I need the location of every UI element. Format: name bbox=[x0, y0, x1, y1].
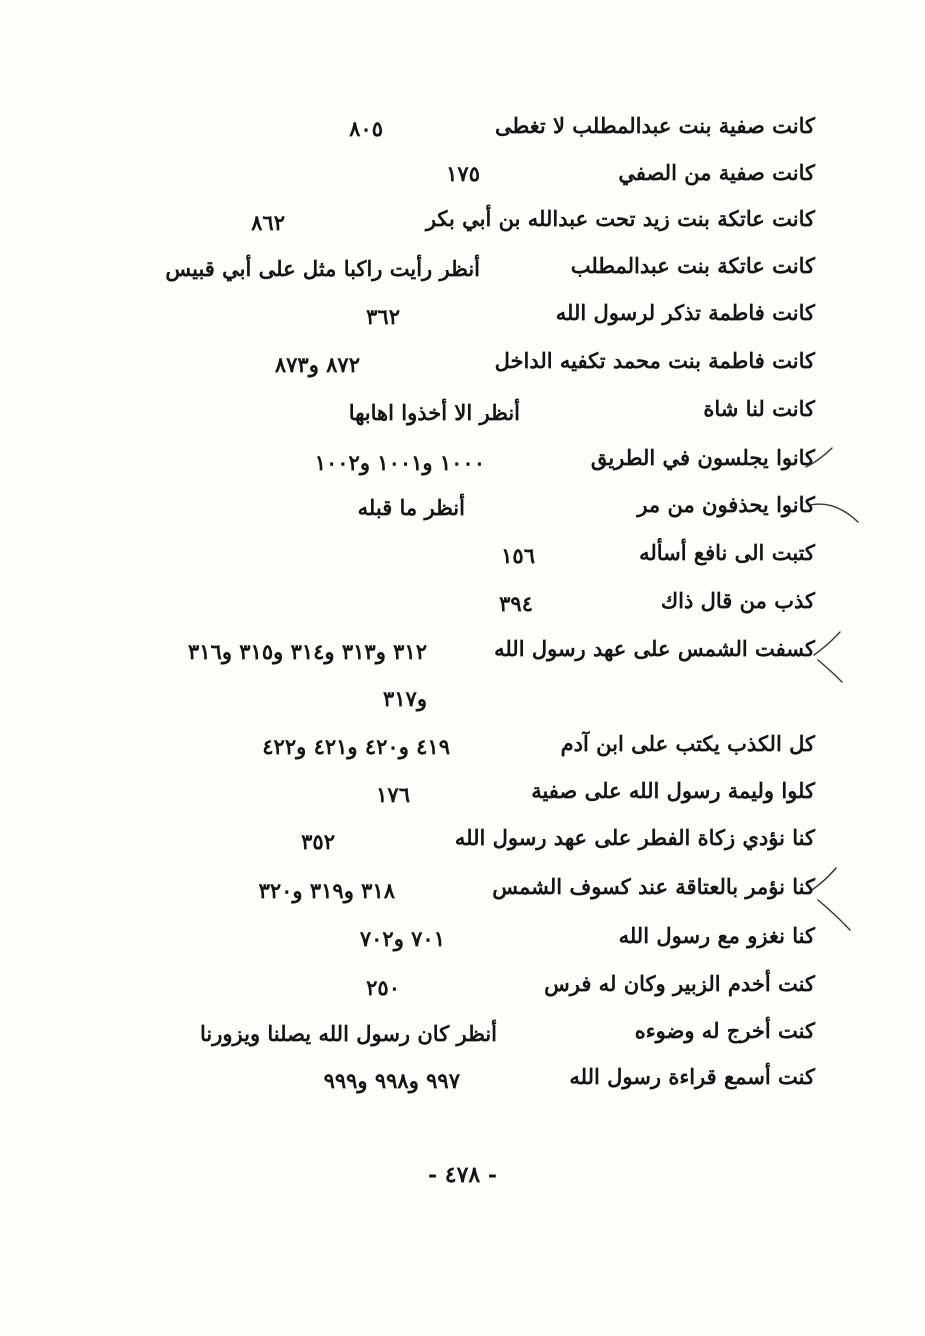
entry-reference: ٨٧٢ و٨٧٣ bbox=[274, 352, 360, 377]
entry-phrase: كنا نؤمر بالعتاقة عند كسوف الشمس bbox=[492, 874, 815, 899]
entry-reference: ١٠٠٠ و١٠٠١ و١٠٠٢ bbox=[314, 450, 485, 475]
entry-reference: ٨٠٥ bbox=[349, 116, 383, 141]
entry-reference: ٣٩٤ bbox=[499, 591, 533, 616]
entry-phrase: كنت أخرج له وضوءه bbox=[634, 1018, 815, 1043]
entry-reference: ١٥٦ bbox=[501, 543, 535, 568]
entry-reference: ٢٥٠ bbox=[366, 975, 400, 1000]
entry-phrase: كانت فاطمة تذكر لرسول الله bbox=[555, 300, 815, 325]
entry-phrase: كل الكذب يكتب على ابن آدم bbox=[560, 731, 815, 756]
entry-phrase: كنت أخدم الزبير وكان له فرس bbox=[544, 971, 815, 996]
entry-reference: ٣١٨ و٣١٩ و٣٢٠ bbox=[258, 878, 395, 903]
entry-phrase: كلوا وليمة رسول الله على صفية bbox=[531, 778, 815, 803]
page-number: - ٤٧٨ - bbox=[427, 1162, 498, 1188]
entry-reference: ٩٩٧ و٩٩٨ و٩٩٩ bbox=[323, 1068, 460, 1093]
entry-phrase: كانت عاتكة بنت عبدالمطلب bbox=[570, 253, 815, 278]
entry-reference: ٣١٢ و٣١٣ و٣١٤ و٣١٥ و٣١٦ bbox=[187, 639, 427, 664]
entry-reference: ٨٦٢ bbox=[251, 210, 285, 235]
entry-reference: ١٧٥ bbox=[446, 161, 480, 186]
entry-phrase: كنا نؤدي زكاة الفطر على عهد رسول الله bbox=[454, 825, 815, 850]
entry-phrase: كنا نغزو مع رسول الله bbox=[618, 923, 815, 948]
entry-reference-continuation: و٣١٧ bbox=[383, 686, 427, 711]
entry-phrase: كانت صفية من الصفي bbox=[618, 160, 815, 185]
entry-phrase: كذب من قال ذاك bbox=[660, 588, 815, 613]
entry-phrase: كانت لنا شاة bbox=[703, 396, 815, 421]
entry-phrase: كانوا يجلسون في الطريق bbox=[590, 445, 815, 470]
entry-phrase: كسفت الشمس على عهد رسول الله bbox=[494, 636, 815, 661]
entry-phrase: كنت أسمع قراءة رسول الله bbox=[569, 1064, 815, 1089]
entry-phrase: كانت عاتكة بنت زيد تحت عبدالله بن أبي بكر bbox=[425, 206, 815, 231]
entry-reference: ١٧٦ bbox=[376, 782, 410, 807]
entry-reference: ٣٦٢ bbox=[366, 304, 400, 329]
entry-phrase: كانت صفية بنت عبدالمطلب لا تغطى bbox=[494, 113, 815, 138]
entry-reference: أنظر كان رسول الله يصلنا ويزورنا bbox=[200, 1021, 497, 1046]
entry-phrase: كانت فاطمة بنت محمد تكفيه الداخل bbox=[494, 348, 815, 373]
entry-reference: أنظر ما قبله bbox=[357, 495, 465, 520]
entry-phrase: كانوا يحذفون من مر bbox=[637, 492, 815, 517]
entry-reference: أنظر الا أخذوا اهابها bbox=[348, 400, 520, 425]
entry-reference: ٧٠١ و٧٠٢ bbox=[359, 926, 445, 951]
entry-reference: ٤١٩ و٤٢٠ و٤٢١ و٤٢٢ bbox=[262, 734, 450, 759]
entry-reference: ٣٥٢ bbox=[301, 829, 335, 854]
entry-phrase: كتبت الى نافع أسأله bbox=[639, 540, 815, 565]
entry-reference: أنظر رأيت راكبا مثل على أبي قبيس bbox=[165, 256, 480, 281]
